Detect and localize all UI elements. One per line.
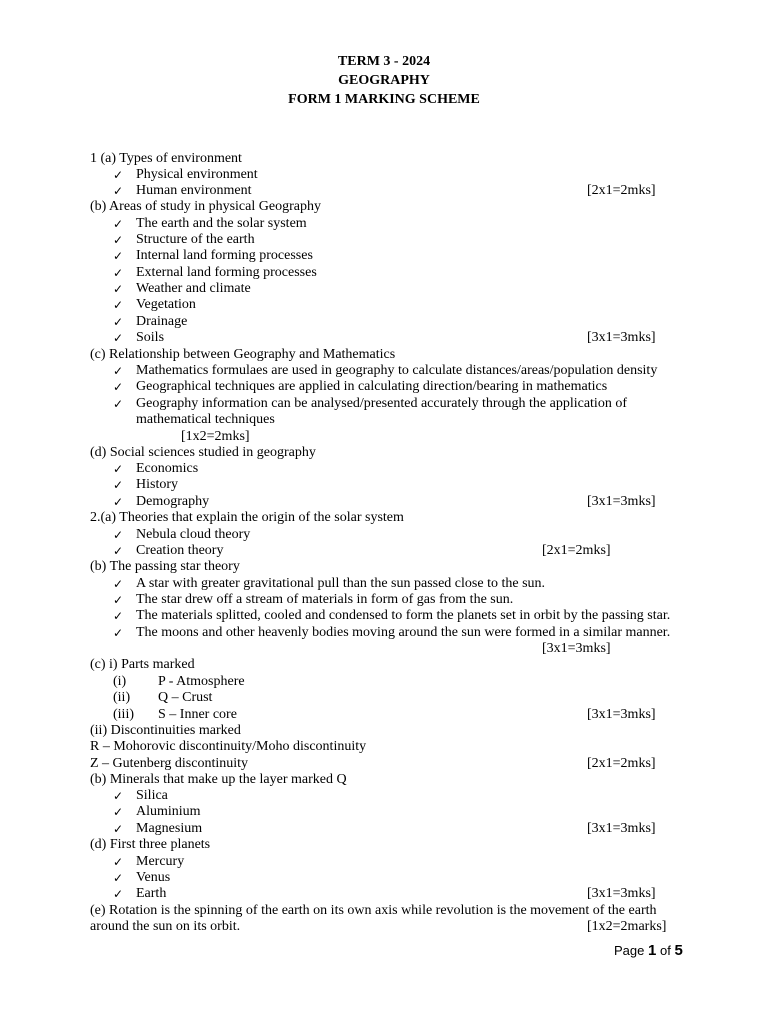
list-item: Aluminium [136,804,201,819]
marks-allocation: [3x1=3mks] [587,330,656,345]
marks-allocation: [3x1=3mks] [542,641,611,656]
list-item: Human environment [136,183,252,198]
check-icon: ✓ [113,609,124,623]
list-item: Venus [136,870,171,885]
check-icon: ✓ [113,364,124,378]
check-icon: ✓ [113,805,124,819]
page-number [614,942,683,959]
q2-minerals-heading: (b) Minerals that make up the layer marked Q [90,772,347,787]
q1b-heading: (b) Areas of study in physical Geography [90,199,321,214]
marks-allocation: [2x1=2mks] [542,543,611,558]
list-item: A star with greater gravitational pull than the sun passed close to the sun. [136,576,546,591]
marks-allocation: [3x1=3mks] [587,821,656,836]
list-item: Creation theory [136,543,224,558]
q2c-ii-heading: (ii) Discontinuities marked [90,723,241,738]
list-item: The star drew off a stream of materials in form of gas from the sun. [136,592,514,607]
check-icon: ✓ [113,887,124,901]
list-item: Magnesium [136,821,203,836]
part-label: P - Atmosphere [158,674,245,689]
check-icon: ✓ [113,495,124,509]
part-number: (ii) [113,690,131,705]
list-item: The materials splitted, cooled and condensed to form the planets set in orbit by the passing star. [136,608,671,623]
list-item: External land forming processes [136,265,317,280]
list-item: Weather and climate [136,281,251,296]
list-item-continuation: mathematical techniques [136,412,275,427]
total-pages: 5 [674,942,683,959]
check-icon: ✓ [113,282,124,296]
list-item: Geography information can be analysed/presented accurately through the application of [136,396,627,411]
check-icon: ✓ [113,528,124,542]
q1c-heading: (c) Relationship between Geography and Mathematics [90,347,396,362]
marks-allocation: [2x1=2mks] [587,183,656,198]
part-label: Q – Crust [158,690,213,705]
list-item: The earth and the solar system [136,216,307,231]
doc-subject-title: GEOGRAPHY [338,73,430,88]
list-item: Structure of the earth [136,232,255,247]
list-item: Silica [136,788,168,803]
q1a-heading: 1 (a) Types of environment [90,151,242,166]
check-icon: ✓ [113,233,124,247]
check-icon: ✓ [113,789,124,803]
list-item: Earth [136,886,167,901]
list-item: Drainage [136,314,188,329]
check-icon: ✓ [113,266,124,280]
check-icon: ✓ [113,331,124,345]
q2e-line-1: (e) Rotation is the spinning of the earth on its own axis while revolution is the movement of the earth [90,903,657,918]
list-item: Soils [136,330,165,345]
discontinuity-z: Z – Gutenberg discontinuity [90,756,248,771]
check-icon: ✓ [113,397,124,411]
check-icon: ✓ [113,593,124,607]
check-icon: ✓ [113,168,124,182]
doc-marking-scheme-title: FORM 1 MARKING SCHEME [288,92,480,107]
check-icon: ✓ [113,184,124,198]
marks-allocation: [3x1=3mks] [587,886,656,901]
q2b-heading: (b) The passing star theory [90,559,240,574]
marks-allocation: [1x2=2marks] [587,919,667,934]
check-icon: ✓ [113,822,124,836]
list-item: Mathematics formulaes are used in geography to calculate distances/areas/population density [136,363,658,378]
list-item: The moons and other heavenly bodies moving around the sun were formed in a similar manner. [136,625,671,640]
check-icon: ✓ [113,380,124,394]
check-icon: ✓ [113,315,124,329]
marks-allocation: [3x1=3mks] [587,707,656,722]
check-icon: ✓ [113,478,124,492]
marks-allocation: [3x1=3mks] [587,494,656,509]
check-icon: ✓ [113,462,124,476]
check-icon: ✓ [113,544,124,558]
list-item: Geographical techniques are applied in calculating direction/bearing in mathematics [136,379,608,394]
q2e-line-2: around the sun on its orbit. [90,919,241,934]
q1d-heading: (d) Social sciences studied in geography [90,445,316,460]
list-item: Internal land forming processes [136,248,313,263]
check-icon: ✓ [113,577,124,591]
q2d-heading: (d) First three planets [90,837,211,852]
current-page: 1 [648,942,657,959]
q2a-heading: 2.(a) Theories that explain the origin of the solar system [90,510,404,525]
check-icon: ✓ [113,871,124,885]
list-item: Demography [136,494,210,509]
part-label: S – Inner core [158,707,237,722]
part-number: (i) [113,674,127,689]
list-item: Economics [136,461,199,476]
list-item: Physical environment [136,167,258,182]
check-icon: ✓ [113,298,124,312]
check-icon: ✓ [113,855,124,869]
check-icon: ✓ [113,626,124,640]
list-item: History [136,477,178,492]
check-icon: ✓ [113,249,124,263]
list-item: Vegetation [136,297,196,312]
list-item: Nebula cloud theory [136,527,251,542]
of-word: of [659,943,671,958]
check-icon: ✓ [113,217,124,231]
marks-allocation: [1x2=2mks] [181,429,250,444]
q2c-heading: (c) i) Parts marked [90,657,195,672]
doc-term-title: TERM 3 - 2024 [337,54,431,69]
marks-allocation: [2x1=2mks] [587,756,656,771]
page-word: Page [614,943,645,958]
discontinuity-r: R – Mohorovic discontinuity/Moho discontinuity [90,739,367,754]
list-item: Mercury [136,854,185,869]
part-number: (iii) [113,707,134,722]
